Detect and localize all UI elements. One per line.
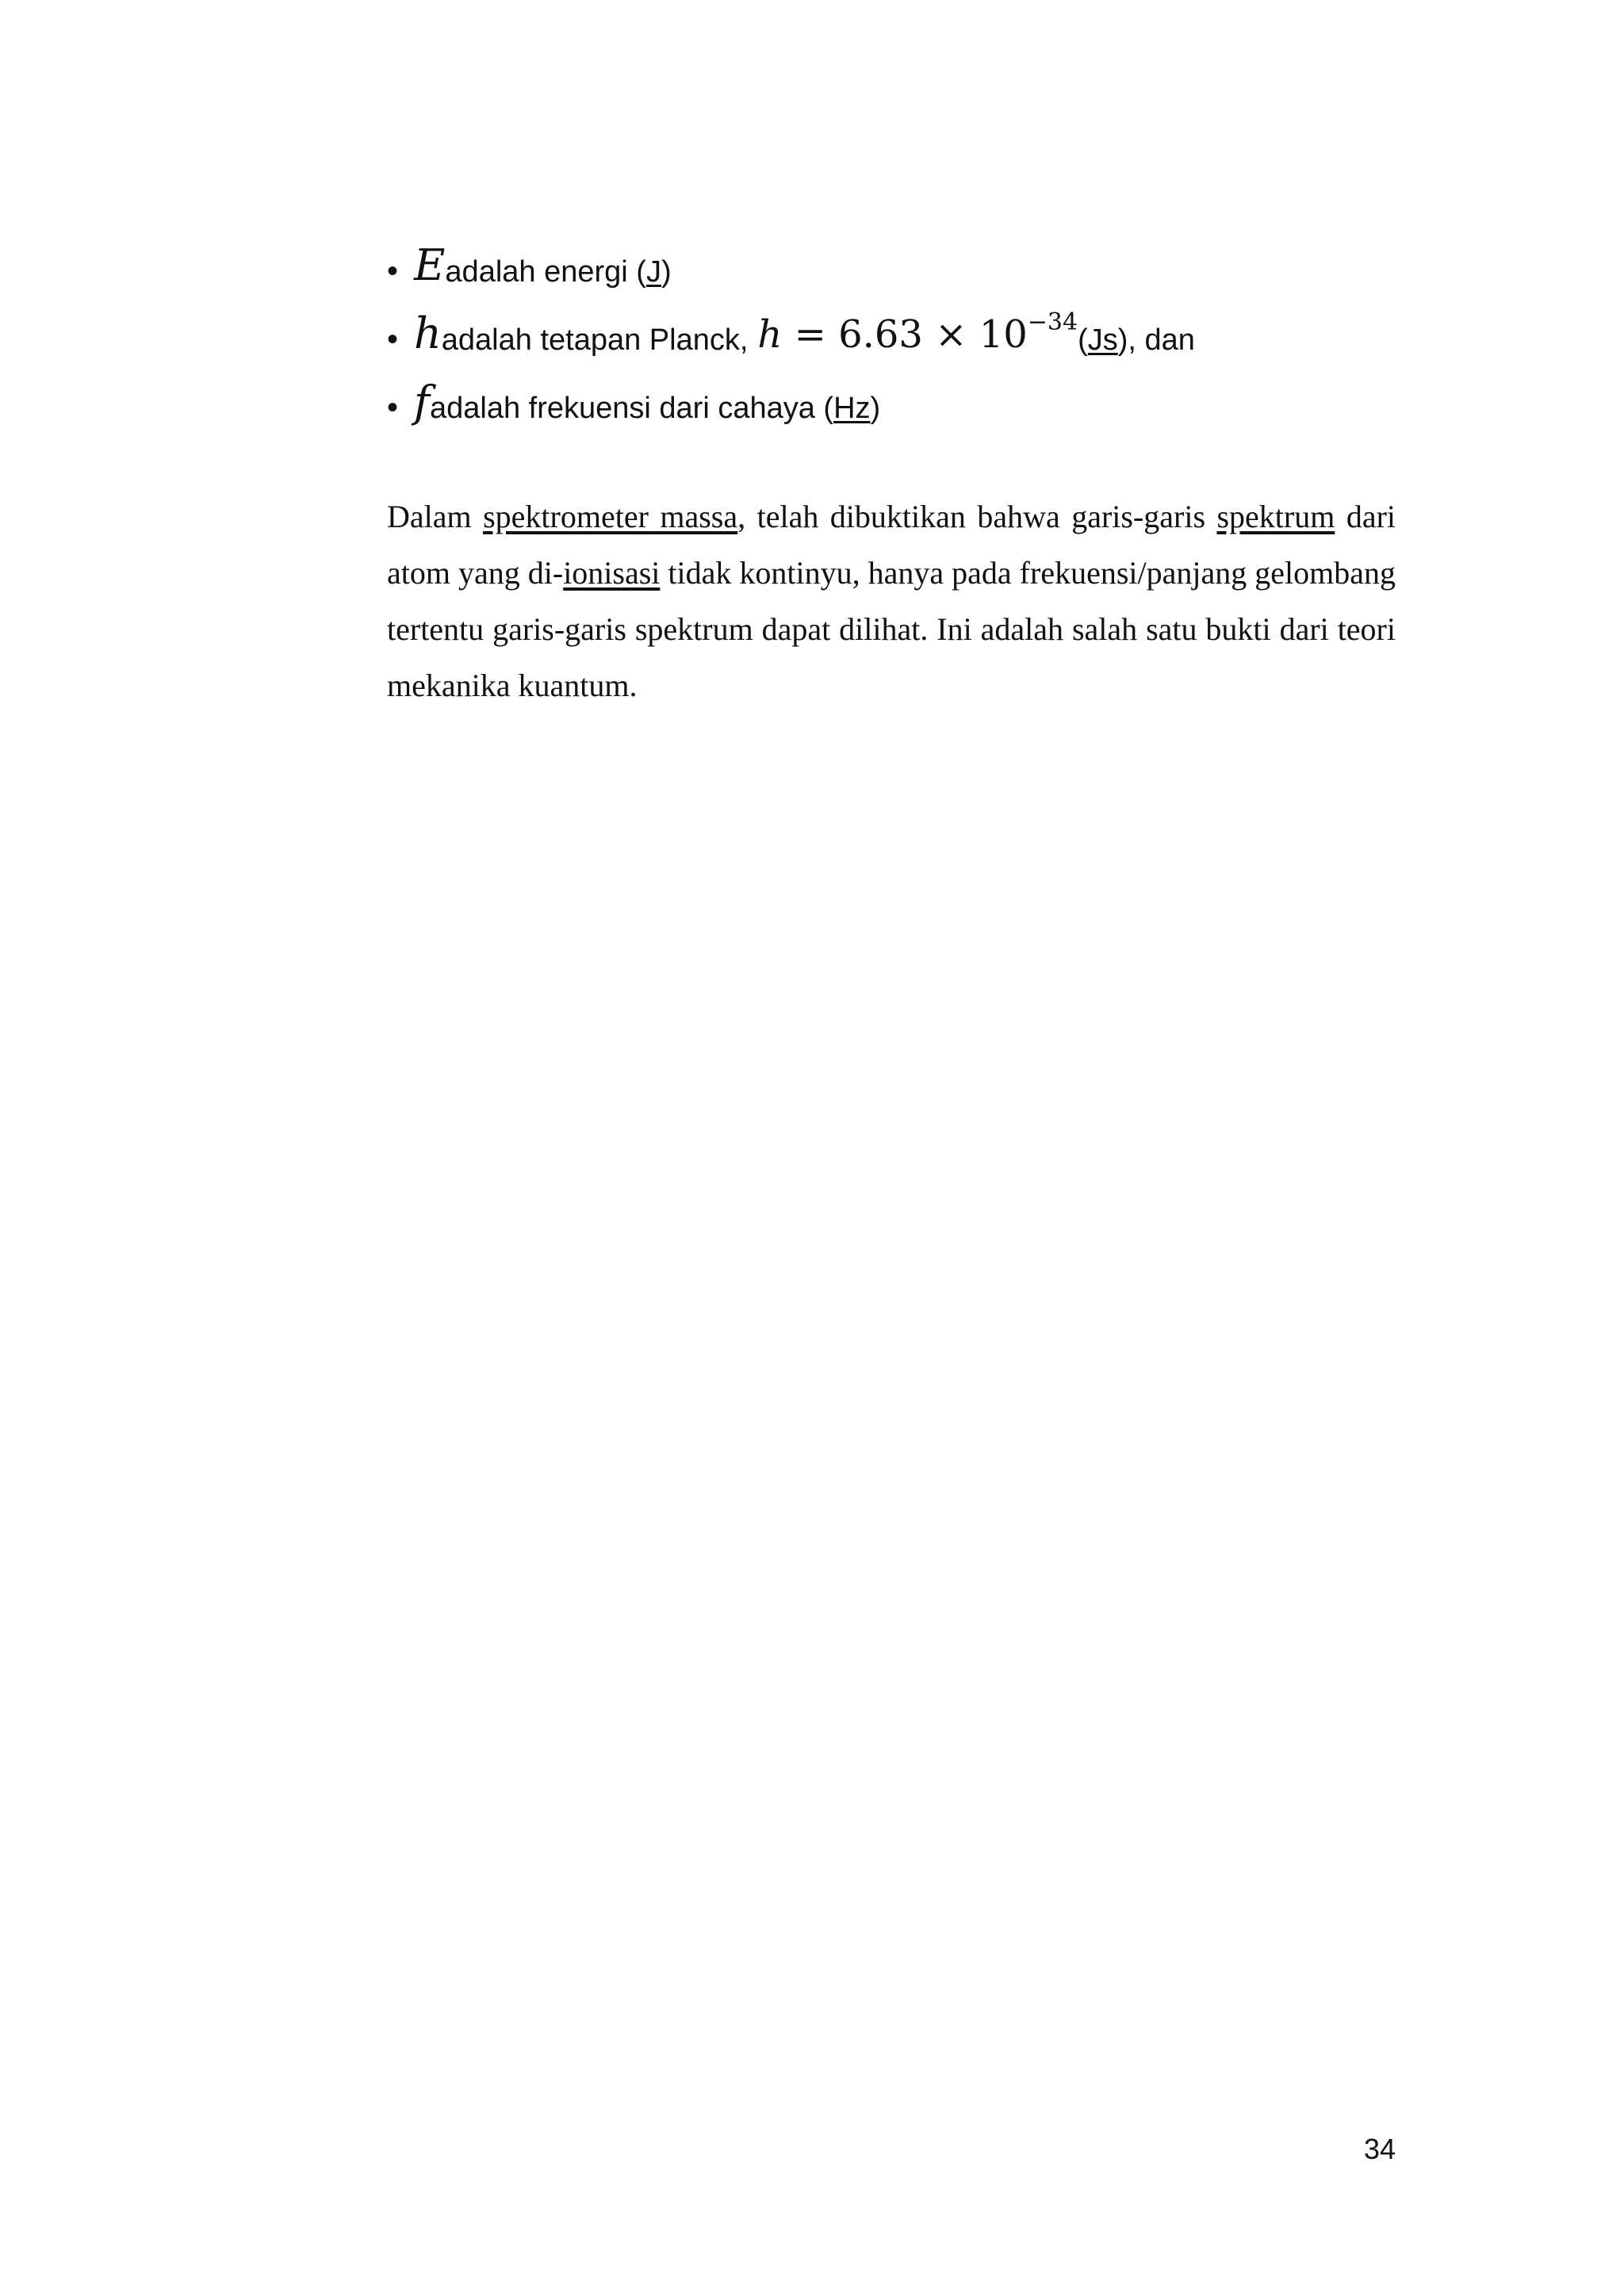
unit-link-js[interactable]: Js [1087,323,1118,357]
formula-times: × [935,312,967,357]
bullet-icon: • [387,390,399,425]
formula-equals: = [794,312,826,357]
paragraph-text: tidak kontinyu, hanya pada frekuensi/panjang gelombang tertentu garis-garis spektrum dapat dilihat. Ini adalah salah satu bukti dari teori mekanika kuantum. [387,555,1396,703]
paragraph-text: , telah dibuktikan bahwa garis-garis [737,499,1217,534]
definition-text: adalah frekuensi dari cahaya ( [430,392,834,425]
variable-f: f [414,377,430,427]
body-paragraph [387,488,1396,714]
variable-h: h [414,308,442,358]
variable-e: E [414,240,446,290]
formula-exponent: −34 [1027,308,1078,336]
unit-link-j[interactable]: J [645,255,661,289]
definition-energy [387,219,1418,290]
definition-text: adalah energi ( [445,255,646,289]
definition-planck [387,287,1418,358]
definition-open: ( [1078,323,1088,357]
definition-frequency [387,355,1418,427]
paragraph-text: dari atom yang di- [387,499,1396,591]
paragraph-text: Dalam [387,499,484,534]
bullet-icon: • [387,254,399,289]
link-ionisasi[interactable]: ionisasi [563,555,661,591]
formula-value: 6.63 [838,312,923,357]
definition-suffix: ) [870,392,881,425]
unit-link-hz[interactable]: Hz [833,392,871,425]
definition-suffix: ) [661,255,672,289]
planck-formula [757,308,1078,357]
formula-lhs: h [757,312,783,357]
formula-base: 10 [979,312,1028,357]
bullet-icon: • [387,322,399,357]
definition-list [387,219,1418,427]
link-spektrometer-massa[interactable]: spektrometer massa [483,499,738,534]
page-number: 34 [1364,2133,1396,2165]
definition-text: adalah tetapan Planck, [441,323,749,357]
definition-suffix: ), dan [1117,323,1195,357]
link-spektrum[interactable]: spektrum [1216,499,1335,534]
